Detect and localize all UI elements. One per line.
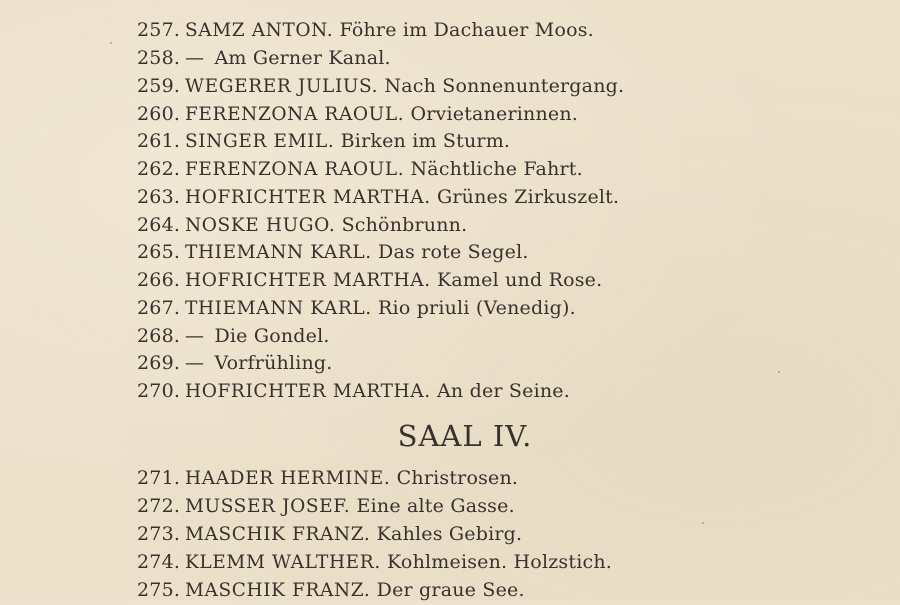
entry-number: 268. — [137, 325, 181, 347]
entry-artist: HOFRICHTER MARTHA. — [185, 187, 431, 208]
entry-title: Vorfrühling. — [214, 352, 333, 374]
entry-number: 262. — [137, 158, 181, 180]
entry-number: 263. — [137, 186, 181, 208]
entry-number: 270. — [137, 380, 181, 402]
entry-number: 275. — [137, 579, 181, 601]
entry-number: 274. — [137, 551, 181, 573]
catalogue-entry-258 — [137, 44, 391, 72]
entry-artist: WEGERER JULIUS. — [185, 76, 379, 97]
entry-number: 269. — [137, 352, 181, 374]
entry-number: 265. — [137, 241, 181, 263]
catalogue-entry-265 — [137, 238, 529, 266]
entry-number: 273. — [137, 523, 181, 545]
entry-number: 260. — [137, 103, 181, 125]
entry-number: 258. — [137, 47, 181, 69]
entry-title: Christrosen. — [396, 467, 519, 489]
entry-title: Am Gerner Kanal. — [214, 47, 391, 69]
entry-artist: MASCHIK FRANZ. — [185, 580, 371, 601]
entry-title: Föhre im Dachauer Moos. — [339, 19, 594, 41]
entry-artist: FERENZONA RAOUL. — [185, 159, 405, 180]
catalogue-entry-266 — [137, 266, 602, 294]
entry-title: An der Seine. — [437, 380, 570, 402]
catalogue-entry-272 — [137, 492, 515, 520]
entry-number: 259. — [137, 75, 181, 97]
entry-number: 271. — [137, 467, 181, 489]
catalogue-entry-269 — [137, 349, 333, 377]
entry-artist: MASCHIK FRANZ. — [185, 524, 371, 545]
catalogue-entry-262 — [137, 155, 583, 183]
entry-number: 264. — [137, 214, 181, 236]
entry-title: Die Gondel. — [214, 325, 330, 347]
entry-title: Kahles Gebirg. — [376, 523, 523, 545]
catalogue-entry-260 — [137, 100, 578, 128]
catalogue-entry-268 — [137, 322, 330, 350]
entry-artist: SAMZ ANTON. — [185, 20, 334, 41]
section-heading-saal-iv: SAAL IV. — [397, 419, 533, 453]
entry-number: 267. — [137, 297, 181, 319]
entry-title: Nächtliche Fahrt. — [410, 158, 583, 180]
catalogue-entry-259 — [137, 72, 624, 100]
entry-artist: HAADER HERMINE. — [185, 468, 391, 489]
catalogue-entry-267 — [137, 294, 576, 322]
entry-number: 272. — [137, 495, 181, 517]
entry-number: 266. — [137, 269, 181, 291]
entry-artist: KLEMM WALTHER. — [185, 552, 381, 573]
catalogue-entry-270 — [137, 377, 570, 405]
ditto-dash: — — [185, 352, 205, 374]
entry-title: Kamel und Rose. — [437, 269, 603, 291]
entry-artist: SINGER EMIL. — [185, 131, 335, 152]
catalogue-entry-261 — [137, 127, 510, 155]
ditto-dash: — — [185, 47, 205, 69]
entry-artist: HOFRICHTER MARTHA. — [185, 270, 431, 291]
entry-artist: NOSKE HUGO. — [185, 215, 336, 236]
paper-speck — [702, 522, 704, 524]
catalogue-entry-274 — [137, 548, 612, 576]
entry-artist: THIEMANN KARL. — [185, 298, 372, 319]
entry-title: Rio priuli (Venedig). — [378, 297, 576, 319]
entry-number: 261. — [137, 130, 181, 152]
paper-speck — [778, 371, 780, 373]
entry-title: Eine alte Gasse. — [356, 495, 515, 517]
catalogue-entry-273 — [137, 520, 522, 548]
catalogue-entry-263 — [137, 183, 619, 211]
entry-artist: FERENZONA RAOUL. — [185, 104, 405, 125]
entry-title: Das rote Segel. — [378, 241, 529, 263]
entry-number: 257. — [137, 19, 181, 41]
entry-title: Orvietanerinnen. — [410, 103, 578, 125]
catalogue-entry-271 — [137, 464, 518, 492]
catalogue-entry-264 — [137, 211, 467, 239]
entry-title: Schönbrunn. — [341, 214, 468, 236]
ditto-dash: — — [185, 325, 205, 347]
entry-title: Nach Sonnenuntergang. — [384, 75, 625, 97]
entry-title: Birken im Sturm. — [340, 130, 511, 152]
entry-title: Der graue See. — [376, 579, 525, 601]
entry-artist: HOFRICHTER MARTHA. — [185, 381, 431, 402]
catalogue-entry-257 — [137, 16, 594, 44]
entry-title: Grünes Zirkuszelt. — [437, 186, 620, 208]
entry-title: Kohlmeisen. Holzstich. — [387, 551, 613, 573]
entry-artist: THIEMANN KARL. — [185, 242, 372, 263]
entry-artist: MUSSER JOSEF. — [185, 496, 351, 517]
paper-speck — [110, 42, 112, 44]
